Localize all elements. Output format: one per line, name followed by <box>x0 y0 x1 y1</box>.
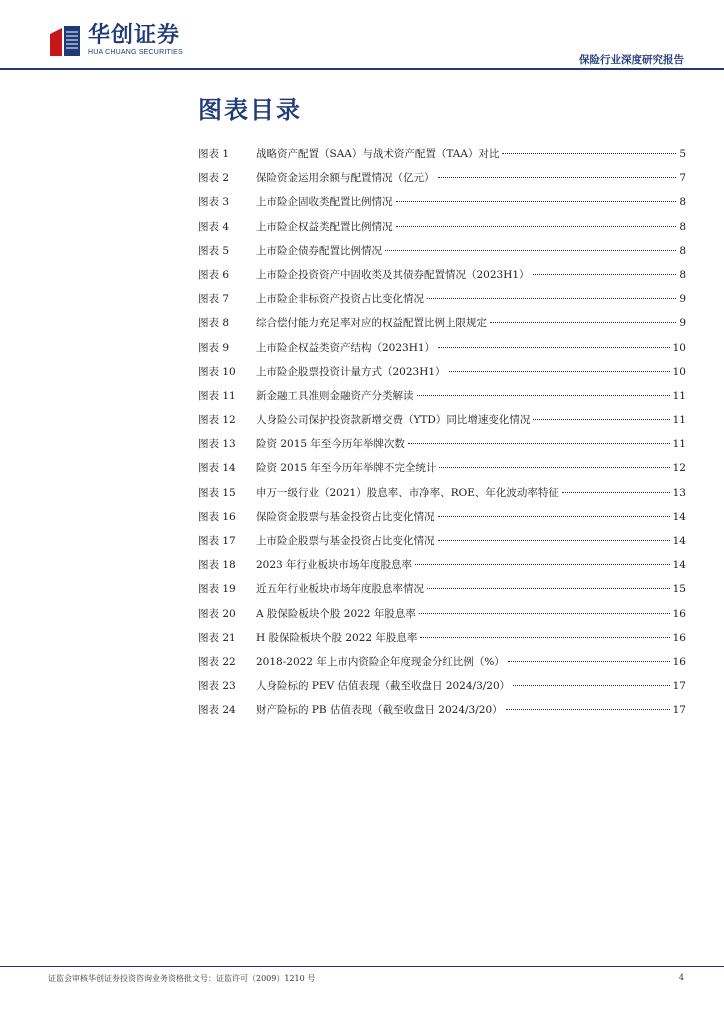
toc-dot-leader <box>439 467 669 468</box>
toc-entry[interactable] <box>198 388 686 412</box>
toc-dot-leader <box>490 322 676 323</box>
toc-entry-page: 8 <box>679 220 686 233</box>
toc-entry-title: 保险资金运用余额与配置情况（亿元） <box>256 172 435 185</box>
toc-dot-leader <box>438 347 670 348</box>
toc-dot-leader <box>438 177 677 178</box>
toc-entry-label: 图表 23 <box>198 680 236 693</box>
toc-entry-label: 图表 12 <box>198 414 236 427</box>
report-type-label: 保险行业深度研究报告 <box>579 54 684 66</box>
toc-entry-title: 人身险标的 PEV 估值表现（截至收盘日 2024/3/20） <box>256 680 511 693</box>
toc-dot-leader <box>508 661 670 662</box>
footer-divider <box>0 966 724 967</box>
toc-entry[interactable] <box>198 340 686 364</box>
toc-dot-leader <box>438 540 670 541</box>
toc-entry-label: 图表 18 <box>198 559 236 572</box>
toc-dot-leader <box>533 274 677 275</box>
toc-entry[interactable] <box>198 412 686 436</box>
toc-entry-page: 10 <box>672 341 686 354</box>
toc-entry[interactable] <box>198 219 686 243</box>
toc-entry-page: 9 <box>679 293 686 306</box>
toc-entry-page: 7 <box>679 172 686 185</box>
toc-entry-label: 图表 5 <box>198 244 230 257</box>
toc-entry-label: 图表 11 <box>198 389 236 402</box>
logo-chinese-name: 华创证券 <box>88 23 181 48</box>
toc-entry-page: 8 <box>679 196 686 209</box>
toc-entry-page: 16 <box>672 607 686 620</box>
toc-entry-title: 财产险标的 PB 估值表现（截至收盘日 2024/3/20） <box>256 704 503 717</box>
toc-entry-title: 人身险公司保护投资款新增交费（YTD）同比增速变化情况 <box>256 414 531 427</box>
toc-entry-label: 图表 19 <box>198 583 236 596</box>
toc-dot-leader <box>449 371 670 372</box>
toc-entry[interactable] <box>198 533 686 557</box>
toc-entry[interactable] <box>198 364 686 388</box>
toc-entry-page: 10 <box>672 365 686 378</box>
toc-entry-page: 17 <box>672 680 686 693</box>
toc-entry-label: 图表 6 <box>198 268 230 281</box>
toc-entry-page: 14 <box>672 535 686 547</box>
company-logo <box>48 24 183 58</box>
toc-entry-title: 新金融工具准则金融资产分类解读 <box>256 389 414 402</box>
toc-entry-label: 图表 21 <box>198 631 236 644</box>
toc-entry[interactable] <box>198 146 686 170</box>
toc-dot-leader <box>396 201 677 202</box>
logo-emblem-icon <box>48 24 82 58</box>
toc-entry-label: 图表 17 <box>198 535 236 547</box>
toc-entry[interactable] <box>198 557 686 581</box>
toc-entry[interactable] <box>198 678 686 702</box>
toc-entry[interactable] <box>198 291 686 315</box>
toc-entry-label: 图表 24 <box>198 704 236 717</box>
toc-entry-title: 上市险企债券配置比例情况 <box>256 244 382 257</box>
toc-entry-page: 16 <box>672 631 686 644</box>
toc-entry[interactable] <box>198 606 686 630</box>
toc-entry-title: 2023 年行业板块市场年度股息率 <box>256 559 413 572</box>
toc-entry[interactable] <box>198 485 686 509</box>
toc-entry-title: 上市险企权益类资产结构（2023H1） <box>256 341 436 354</box>
toc-entry-title: 综合偿付能力充足率对应的权益配置比例上限规定 <box>256 317 487 330</box>
toc-dot-leader <box>438 516 670 517</box>
toc-entry-page: 5 <box>679 148 686 160</box>
toc-entry-title: 上市险企股票与基金投资占比变化情况 <box>256 535 435 547</box>
toc-dot-leader <box>502 153 676 154</box>
toc-entry-page: 11 <box>672 414 686 427</box>
toc-dot-leader <box>427 298 676 299</box>
toc-entry-label: 图表 20 <box>198 607 236 620</box>
toc-entry-page: 8 <box>679 244 686 257</box>
toc-entry-page: 15 <box>672 583 686 596</box>
toc-entry[interactable] <box>198 460 686 484</box>
toc-entry-title: 上市险企权益类配置比例情况 <box>256 220 393 233</box>
toc-entry-title: 近五年行业板块市场年度股息率情况 <box>256 583 424 596</box>
toc-entry-title: A 股保险板块个股 2022 年股息率 <box>256 607 416 620</box>
toc-entry-title: 上市险企固收类配置比例情况 <box>256 196 393 209</box>
toc-entry[interactable] <box>198 509 686 533</box>
logo-english-name: HUA CHUANG SECURITIES <box>88 49 183 56</box>
toc-entry-title: 2018-2022 年上市内资险企年度现金分红比例（%） <box>256 655 505 668</box>
toc-dot-leader <box>408 443 670 444</box>
footer-disclaimer: 证监会审核华创证券投资咨询业务资格批文号：证监许可（2009）1210 号 <box>48 974 316 983</box>
toc-entry[interactable] <box>198 654 686 678</box>
toc-entry-page: 17 <box>672 704 686 717</box>
toc-entry-label: 图表 10 <box>198 365 236 378</box>
toc-entry-title: 险资 2015 年至今历年举牌次数 <box>256 438 405 451</box>
toc-entry-label: 图表 7 <box>198 293 230 306</box>
toc-entry-page: 13 <box>672 486 686 499</box>
toc-dot-leader <box>533 419 669 420</box>
toc-entry-label: 图表 2 <box>198 172 230 185</box>
toc-dot-leader <box>385 250 676 251</box>
toc-entry-label: 图表 3 <box>198 196 230 209</box>
toc-entry-title: 战略资产配置（SAA）与战术资产配置（TAA）对比 <box>256 148 500 160</box>
toc-entry-page: 16 <box>672 655 686 668</box>
toc-entry-page: 14 <box>672 510 686 523</box>
toc-dot-leader <box>396 226 677 227</box>
toc-entry[interactable] <box>198 267 686 291</box>
toc-dot-leader <box>506 709 670 710</box>
toc-entry[interactable] <box>198 170 686 194</box>
toc-dot-leader <box>417 395 670 396</box>
toc-entry-title: 上市险企股票投资计量方式（2023H1） <box>256 365 446 378</box>
toc-entry[interactable] <box>198 194 686 218</box>
toc-entry-title: 险资 2015 年至今历年举牌不完全统计 <box>256 462 437 475</box>
toc-dot-leader <box>419 613 670 614</box>
toc-dot-leader <box>420 637 669 638</box>
toc-entry-label: 图表 9 <box>198 341 230 354</box>
toc-title: 图表目录 <box>198 96 302 124</box>
header-divider <box>0 68 724 70</box>
toc-entry-title: 申万一级行业（2021）股息率、市净率、ROE、年化波动率特征 <box>256 486 559 499</box>
toc-entry-label: 图表 16 <box>198 510 236 523</box>
toc-dot-leader <box>513 685 669 686</box>
toc-entry-label: 图表 14 <box>198 462 236 475</box>
toc-entry-label: 图表 8 <box>198 317 230 330</box>
toc-entry-title: 保险资金股票与基金投资占比变化情况 <box>256 510 435 523</box>
toc-entry[interactable] <box>198 581 686 605</box>
toc-dot-leader <box>415 564 670 565</box>
toc-entry-page: 14 <box>672 559 686 572</box>
toc-entry-label: 图表 22 <box>198 655 236 668</box>
toc-entry-page: 12 <box>672 462 686 475</box>
toc-entry-label: 图表 1 <box>198 148 230 160</box>
toc-entry-title: 上市险企投资资产中固收类及其债券配置情况（2023H1） <box>256 268 530 281</box>
toc-entry[interactable] <box>198 630 686 654</box>
toc-entry[interactable] <box>198 436 686 460</box>
toc-dot-leader <box>427 588 670 589</box>
page-number: 4 <box>678 973 684 982</box>
toc-entry-label: 图表 15 <box>198 486 236 499</box>
toc-entry-title: H 股保险板块个股 2022 年股息率 <box>256 631 418 644</box>
toc-entry-label: 图表 13 <box>198 438 236 451</box>
toc-entry-page: 11 <box>672 438 686 451</box>
toc-entry-page: 9 <box>679 317 686 330</box>
toc-entry-page: 11 <box>672 389 686 402</box>
toc-entry-label: 图表 4 <box>198 220 230 233</box>
toc-entry-page: 8 <box>679 268 686 281</box>
toc-list <box>198 146 686 727</box>
toc-entry[interactable] <box>198 702 686 726</box>
toc-entry-title: 上市险企非标资产投资占比变化情况 <box>256 293 424 306</box>
toc-entry[interactable] <box>198 243 686 267</box>
toc-dot-leader <box>562 492 670 493</box>
toc-entry[interactable] <box>198 315 686 339</box>
